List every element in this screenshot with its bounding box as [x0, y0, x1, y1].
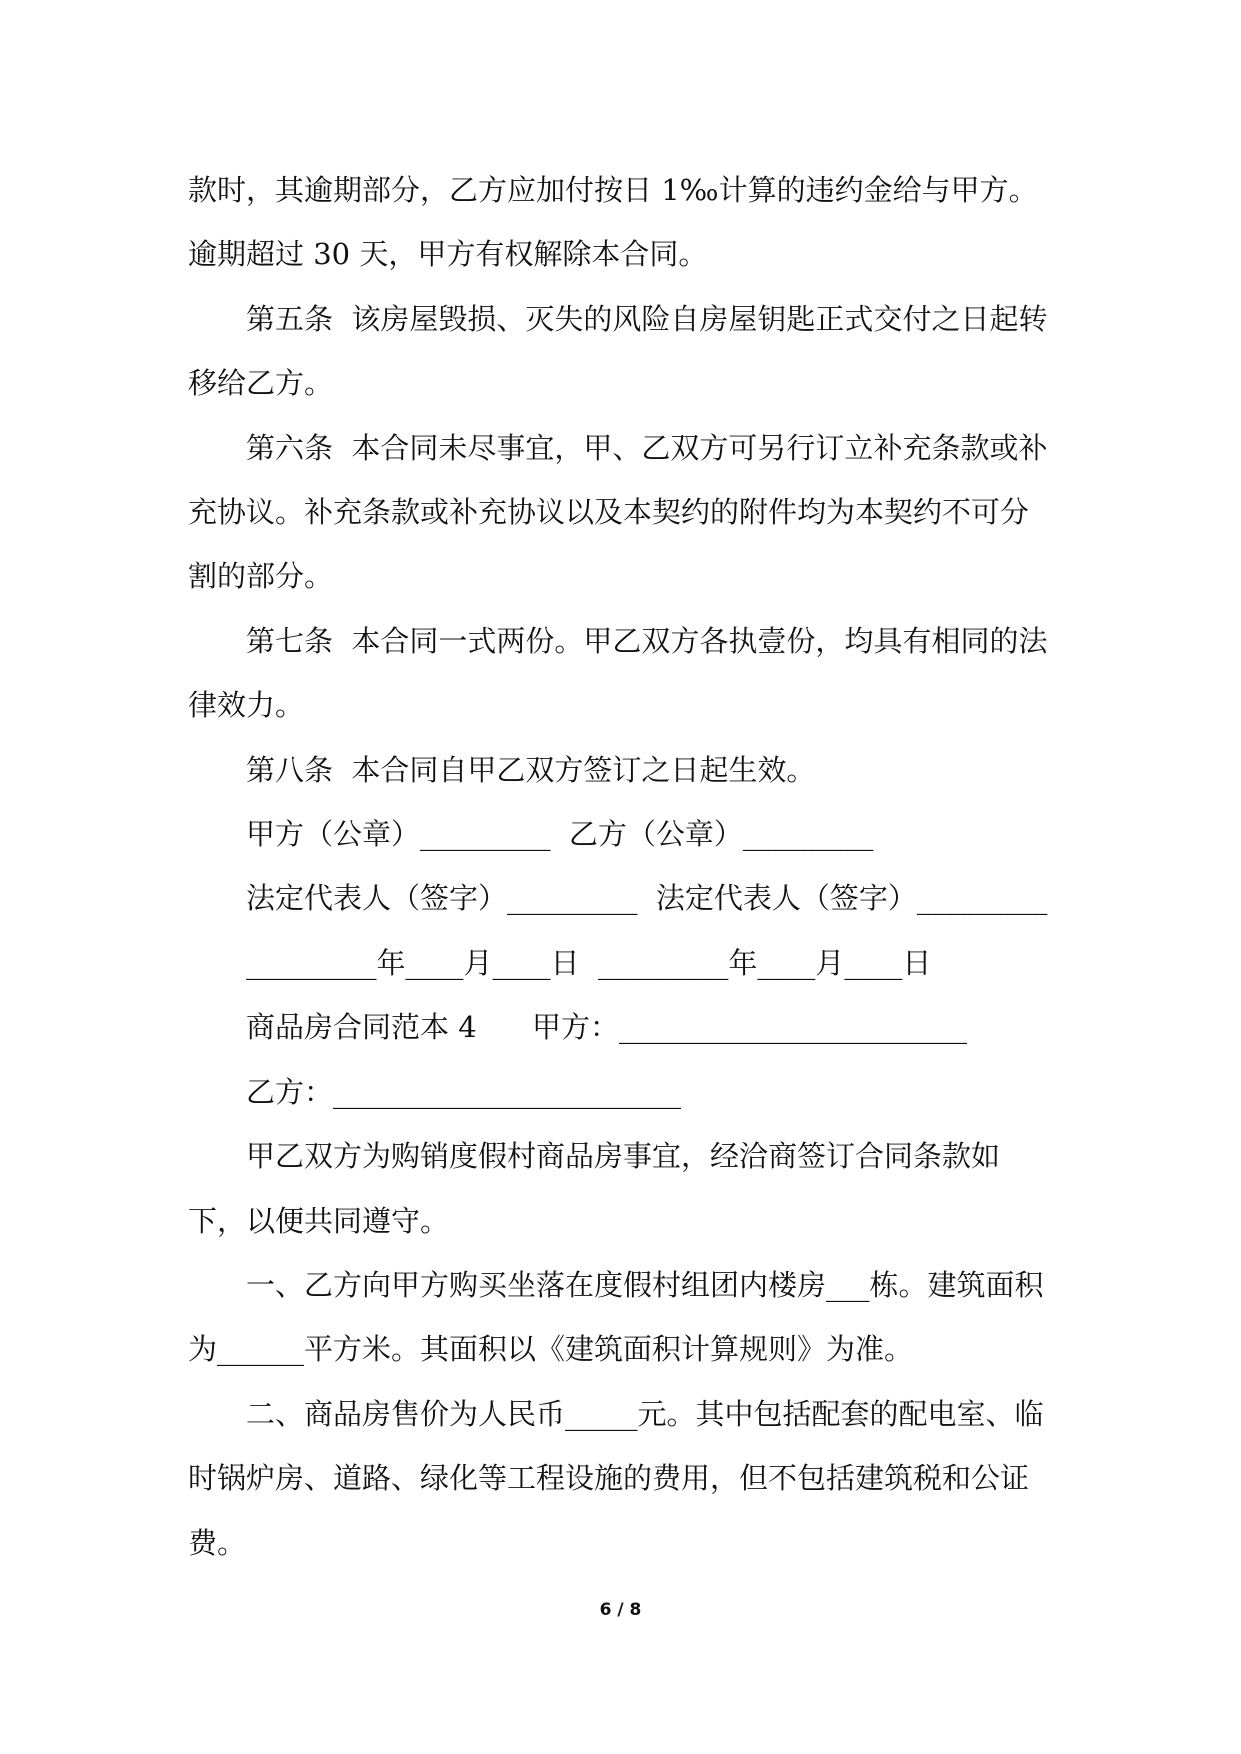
paragraph-continuation: 款时，其逾期部分，乙方应加付按日 1‰计算的违约金给与甲方。逾期超过 30 天，甲方有权解除本合同。	[188, 173, 1038, 272]
paragraph-article-5: 第五条 该房屋毁损、灭失的风险自房屋钥匙正式交付之日起转移给乙方。	[188, 301, 1048, 401]
signature-line-date: _________年____月____日 _________年____月____日	[246, 945, 932, 980]
document-body	[188, 158, 1048, 1575]
signature-line-seal: 甲方（公章）_________ 乙方（公章）_________	[246, 817, 874, 852]
paragraph-clause-2: 二、商品房售价为人民币_____元。其中包括配套的配电室、临时锅炉房、道路、绿化等工程设施的费用，但不包括建筑税和公证费。	[188, 1396, 1044, 1560]
paragraph-article-8: 第八条 本合同自甲乙双方签订之日起生效。	[246, 752, 816, 787]
page-number: 6 / 8	[599, 1600, 642, 1620]
paragraph-clause-1: 一、乙方向甲方购买坐落在度假村组团内楼房___栋。建筑面积为______平方米。其面积以《建筑面积计算规则》为准。	[188, 1267, 1044, 1367]
party-b-line: 乙方：________________________	[246, 1074, 682, 1109]
paragraph-preamble: 甲乙双方为购销度假村商品房事宜，经洽商签订合同条款如下，以便共同遵守。	[188, 1139, 1001, 1238]
paragraph-article-7: 第七条 本合同一式两份。甲乙双方各执壹份，均具有相同的法律效力。	[188, 623, 1048, 723]
signature-line-representative: 法定代表人（签字）_________ 法定代表人（签字）_________	[246, 881, 1048, 916]
template-heading-party-a: 商品房合同范本 4 甲方：________________________	[246, 1010, 967, 1045]
paragraph-article-6: 第六条 本合同未尽事宜，甲、乙双方可另行订立补充条款或补充协议。补充条款或补充协议以及本契约的附件均为本契约不可分割的部分。	[188, 430, 1048, 594]
